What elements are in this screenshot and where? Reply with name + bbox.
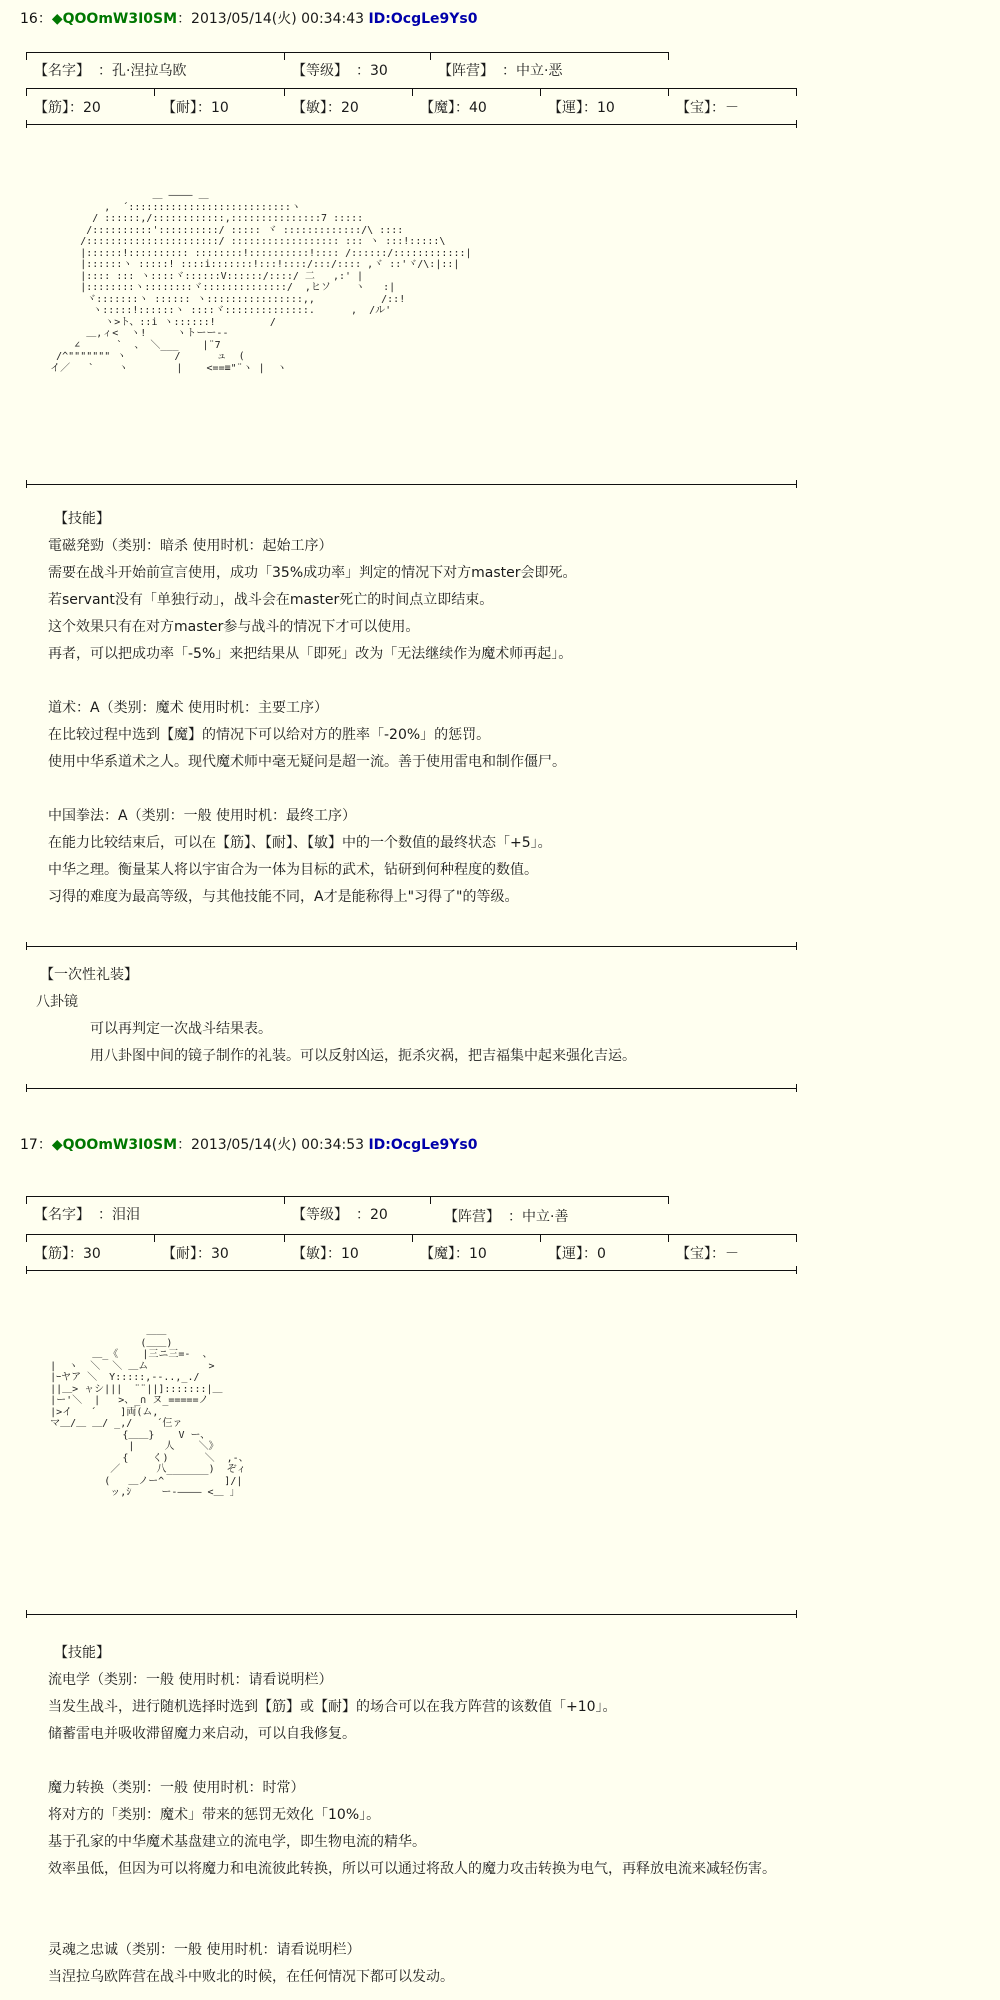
section-rule: [26, 946, 796, 947]
table-tick: [284, 52, 285, 60]
skill-line: 在能力比较结束后，可以在【筋】、【耐】、【敏】中的一个数值的最终状态「+5」。: [48, 835, 552, 851]
table-tick: [154, 88, 155, 96]
table-rule: [26, 52, 668, 53]
table-rule: [26, 1234, 796, 1235]
name-label: 【名字】: [34, 63, 90, 79]
name-value: ：孔·涅拉乌欧: [98, 63, 187, 79]
table-tick: [26, 480, 27, 488]
item-desc-line: 用八卦图中间的镜子制作的礼装。可以反射凶运，扼杀灾祸，把吉福集中起来强化吉运。: [90, 1048, 636, 1064]
skills-section: [48, 1640, 776, 1991]
skill-line: 中华之理。衡量某人将以宇宙合为一体为目标的武术，钻研到何种程度的数值。: [48, 862, 538, 878]
stat-agi: 【敏】：10: [292, 1246, 359, 1262]
skill-line: 在比较过程中选到【魔】的情况下可以给对方的胜率「-20%」的惩罚。: [48, 727, 491, 743]
skill-line: 储蓄雷电并吸收滞留魔力来启动，可以自我修复。: [48, 1726, 356, 1742]
skill-line: 灵魂之忠诚（类别：一般 使用时机：请看说明栏）: [48, 1942, 361, 1958]
section-rule: [26, 1088, 796, 1089]
skills-section: [48, 506, 576, 911]
skill-line: 这个效果只有在对方master参与战斗的情况下才可以使用。: [48, 619, 420, 635]
post-header: [20, 8, 478, 28]
stat-np: 【宝】：－: [676, 100, 739, 116]
skill-line: 道术：A（类别：魔术 使用时机：主要工序）: [48, 700, 329, 716]
camp-value: ：中立·善: [508, 1209, 569, 1225]
skill-line: 流电学（类别：一般 使用时机：请看说明栏）: [48, 1672, 333, 1688]
post-header: [20, 1134, 478, 1154]
skill-line: [48, 1748, 776, 1775]
item-title: 【一次性礼装】: [40, 967, 138, 983]
item-section: [36, 962, 636, 1070]
post-number: 16：: [20, 11, 52, 27]
level-label: 【等级】: [292, 63, 348, 79]
table-tick: [796, 1610, 797, 1618]
table-tick: [668, 52, 669, 60]
camp-value: ：中立·恶: [502, 63, 563, 79]
trip-diamond-icon: ◆: [51, 11, 63, 27]
poster-name[interactable]: QOOmW3I0SM: [62, 11, 178, 27]
table-tick: [796, 1084, 797, 1092]
stat-luck: 【運】：10: [548, 100, 615, 116]
stat-mag: 【魔】：10: [420, 1246, 487, 1262]
post-date: ：2013/05/14(火) 00:34:43: [177, 11, 365, 27]
skill-line: 魔力转换（类别：一般 使用时机：时常）: [48, 1780, 305, 1796]
table-tick: [796, 88, 797, 96]
skill-line: 当发生战斗，进行随机选择时选到【筋】或【耐】的场合可以在我方阵营的该数值「+10」。: [48, 1699, 617, 1715]
stat-mag: 【魔】：40: [420, 100, 487, 116]
table-tick: [26, 1084, 27, 1092]
name-value: ：泪泪: [98, 1207, 140, 1223]
table-tick: [154, 1234, 155, 1242]
stat-luck: 【運】：0: [548, 1246, 606, 1262]
stat-np: 【宝】：－: [676, 1246, 739, 1262]
post-number: 17：: [20, 1137, 52, 1153]
table-tick: [540, 88, 541, 96]
level-value: ：30: [356, 63, 388, 79]
table-tick: [430, 1196, 431, 1204]
item-name: 八卦镜: [36, 994, 78, 1010]
skills-title: 【技能】: [54, 511, 110, 527]
poster-id[interactable]: ID:OcgLe9Ys0: [368, 1137, 478, 1153]
poster-id[interactable]: ID:OcgLe9Ys0: [368, 11, 478, 27]
ascii-art-character: ＿＿ (＿＿) ＿_《 |三ニ三=- 、 | ヽ ＼ ＼ ＿ム > |ｰヤア ＼ Y:::::,--..,_./ ||＿> ャシ||| ¨¨||]:::::::|＿ |ー'＼ | >、_∩ ヌ_=====ノ |>イ ´ ]両(ム, マ＿/＿ ＿/ _,/ ´仨ァ {＿＿} V ー、 | 人 ＼》 { く) ＼ ,-、 ／ 八_______) ぞィ ( ＿ノー^ ]/| ッ,ｼ ー-―――― <＿ ｣: [50, 1326, 249, 1498]
table-tick: [540, 1234, 541, 1242]
skill-line: 将对方的「类别：魔术」带来的惩罚无效化「10%」。: [48, 1807, 381, 1823]
table-rule: [26, 1196, 668, 1197]
table-tick: [668, 1196, 669, 1204]
skill-line: 基于孔家的中华魔术基盘建立的流电学，即生物电流的精华。: [48, 1834, 426, 1850]
skill-line: 效率虽低，但因为可以将魔力和电流彼此转换，所以可以通过将敌人的魔力攻击转换为电气，再释放电流来减轻伤害。: [48, 1861, 776, 1877]
level-value: ：20: [356, 1207, 388, 1223]
table-tick: [26, 1266, 27, 1274]
camp-label: 【阵营】: [444, 1209, 500, 1225]
skill-line: 若servant没有「单独行动」，战斗会在master死亡的时间点立即结束。: [48, 592, 494, 608]
name-label: 【名字】: [34, 1207, 90, 1223]
skill-line: 電磁発勁（类别：暗杀 使用时机：起始工序）: [48, 538, 333, 554]
skill-line: 需要在战斗开始前宣言使用，成功「35%成功率」判定的情况下对方master会即死。: [48, 565, 577, 581]
table-tick: [796, 1234, 797, 1242]
skills-title: 【技能】: [54, 1645, 110, 1661]
trip-diamond-icon: ◆: [51, 1137, 63, 1153]
table-tick: [26, 120, 27, 128]
stat-agi: 【敏】：20: [292, 100, 359, 116]
camp-label: 【阵营】: [438, 63, 494, 79]
stat-end: 【耐】：30: [162, 1246, 229, 1262]
table-rule: [26, 1270, 796, 1271]
table-tick: [26, 52, 27, 60]
table-tick: [26, 1610, 27, 1618]
table-tick: [796, 120, 797, 128]
table-tick: [668, 1234, 669, 1242]
table-tick: [284, 1234, 285, 1242]
table-tick: [284, 1196, 285, 1204]
skill-line: 中国拳法：A（类别：一般 使用时机：最终工序）: [48, 808, 357, 824]
item-desc-line: 可以再判定一次战斗结果表。: [90, 1021, 272, 1037]
table-tick: [412, 88, 413, 96]
poster-name[interactable]: QOOmW3I0SM: [62, 1137, 178, 1153]
ascii-art-character: ＿ ―――― ＿ , ´:::::::::::::::::::::::::::ヽ / ::::::,/::::::::::::,:::::::::::::::7 ::::: /::::::::::'::::::::::/ ::::: ヾ :::::::::::::/\ :::: /::::::::::::::::::::::/ :::::::::::::::::: ::: ヽ :::!:::::\ |::::::!:::::::::: ::::::::!::::::::::!:::: /::::::/::::::::::::| |::::::ヽ :::::! ::::i:::::::!:::!::::/:::/:::: ,ヾ ::'ヾ/\:|::| |:::: ::: ヽ::::ヾ::::::V::::::/::::/ 二 ,:' | |::::::::ヽ::::::::ヾ::::::::::::::/ ,ヒソ ヽ :| ヾ:::::::ヽ :::::: ヽ::::::::::::::::,, /::! ヽ:::::!::::::ヽ ::::ヾ::::::::::::::. , /ル' ヽ>ト、::i ヽ::::::! / ＿,ィ< ヽ! ヽトーー-‐ ∠ ` 、 ＼___ |¨7 /^""""""" ヽ / ュ ( イ／ ` ヽ | <==≡"¨ヽ | ヽ: [50, 190, 472, 374]
table-rule: [26, 88, 796, 89]
table-tick: [796, 480, 797, 488]
skill-line: [48, 668, 576, 695]
skill-line: 习得的难度为最高等级，与其他技能不同，A才是能称得上"习得了"的等级。: [48, 889, 519, 905]
table-rule: [26, 124, 796, 125]
skill-line: 当涅拉乌欧阵营在战斗中败北的时候，在任何情况下都可以发动。: [48, 1969, 454, 1985]
table-tick: [796, 942, 797, 950]
table-tick: [668, 88, 669, 96]
table-tick: [412, 1234, 413, 1242]
skill-line: 使用中华系道术之人。现代魔术师中毫无疑问是超一流。善于使用雷电和制作僵尸。: [48, 754, 566, 770]
skill-line: [48, 776, 576, 803]
table-tick: [26, 942, 27, 950]
post-date: ：2013/05/14(火) 00:34:53: [177, 1137, 365, 1153]
stat-str: 【筋】：20: [34, 100, 101, 116]
table-tick: [26, 1196, 27, 1204]
section-rule: [26, 484, 796, 485]
table-tick: [796, 1266, 797, 1274]
stat-str: 【筋】：30: [34, 1246, 101, 1262]
section-rule: [26, 1614, 796, 1615]
skill-line: 再者，可以把成功率「-5%」来把结果从「即死」改为「无法继续作为魔术师再起」。: [48, 646, 573, 662]
table-tick: [26, 1234, 27, 1242]
stat-end: 【耐】：10: [162, 100, 229, 116]
table-tick: [430, 52, 431, 60]
skill-line: [48, 1883, 776, 1910]
table-tick: [26, 88, 27, 96]
level-label: 【等级】: [292, 1207, 348, 1223]
skill-line: [48, 1910, 776, 1937]
table-tick: [284, 88, 285, 96]
